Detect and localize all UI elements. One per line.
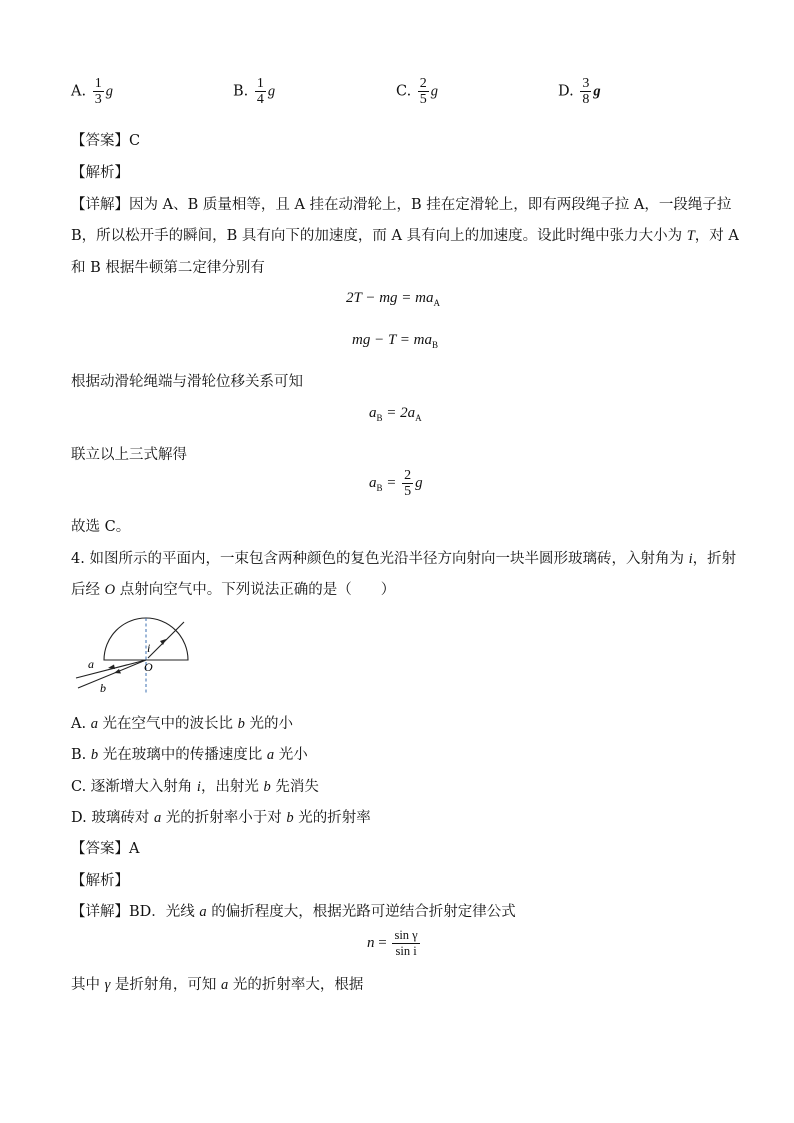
text: 光小 — [274, 747, 308, 763]
text: 光的折射率小于对 — [161, 810, 287, 826]
text: 后经 — [71, 582, 105, 598]
variable-t: T — [686, 228, 695, 244]
text: B，所以松开手的瞬间，B 具有向下的加速度，而 A 具有向上的加速度。设此时绳中张力大小为 — [71, 228, 687, 244]
variable-g: g — [415, 474, 423, 491]
variable: a — [221, 977, 229, 993]
equation-text: = — [374, 934, 391, 951]
fraction — [255, 76, 266, 107]
equation-text: a — [369, 405, 377, 421]
variable: i — [196, 779, 201, 795]
text: 光的折射率大，根据 — [228, 977, 364, 993]
text: 4. 如图所示的平面内，一束包含两种颜色的复色光沿半径方向射向一块半圆形玻璃砖，入射角为 — [71, 551, 689, 567]
option-label: B. — [233, 83, 249, 100]
q3-option-d — [558, 76, 601, 107]
fraction — [418, 76, 429, 107]
equation-text: 2T − mg = ma — [346, 290, 434, 306]
q4-option-d — [71, 806, 371, 827]
equation-2 — [352, 332, 438, 349]
numerator: 2 — [404, 468, 412, 483]
numerator: sin γ — [394, 928, 418, 942]
text: ，出射光 — [200, 779, 264, 795]
text: 【详解】BD．光线 — [71, 904, 200, 920]
subscript: A — [433, 298, 440, 308]
text: 其中 — [71, 977, 105, 993]
variable-g: g — [593, 83, 601, 100]
text: 光的折射率 — [293, 810, 371, 826]
numerator: 3 — [582, 76, 590, 91]
q4-detail-line-1 — [71, 900, 516, 921]
label-o: O — [144, 660, 153, 674]
q4-option-a — [71, 712, 293, 733]
subscript: B — [376, 482, 383, 493]
arrow-icon — [160, 639, 166, 645]
variable: a — [199, 904, 207, 920]
text: 光在空气中的波长比 — [97, 716, 238, 732]
variable-o: O — [104, 582, 116, 598]
variable: b — [286, 810, 294, 826]
denominator: 3 — [94, 92, 102, 107]
equation-text: = 2a — [382, 405, 416, 421]
numerator: 1 — [256, 76, 264, 91]
incident-ray — [148, 622, 184, 658]
denominator: 8 — [582, 92, 590, 107]
ray-a — [76, 660, 146, 678]
text: 点射向空气中。下列说法正确的是（ ） — [115, 582, 396, 598]
text: 光在玻璃中的传播速度比 — [98, 747, 267, 763]
text: 光的小 — [244, 716, 294, 732]
text: 先消失 — [270, 779, 319, 795]
fraction — [93, 76, 104, 107]
arrow-icon — [114, 669, 121, 674]
q3-conclusion: 故选 C。 — [71, 519, 131, 535]
denominator: 5 — [419, 92, 427, 107]
q4-option-c — [71, 775, 319, 796]
q4-analysis-heading: 【解析】 — [71, 873, 129, 889]
variable-i: i — [688, 551, 693, 567]
variable: b — [90, 747, 99, 763]
denominator: sin i — [395, 944, 417, 958]
text: 的偏折程度大，根据光路可逆结合折射定律公式 — [206, 904, 516, 920]
variable-n: n — [367, 934, 375, 951]
equation-text: mg − T = ma — [352, 332, 432, 348]
text: ，对 A — [694, 228, 739, 244]
variable-g: g — [267, 83, 276, 100]
text: B. — [71, 747, 91, 763]
option-label: C. — [396, 83, 412, 100]
variable: b — [263, 779, 271, 795]
refraction-formula — [367, 928, 422, 959]
q4-option-b — [71, 743, 308, 764]
fraction — [580, 76, 591, 107]
equation-3 — [369, 405, 422, 422]
subscript: B — [376, 413, 383, 423]
q3-text-4: 根据动滑轮绳端与滑轮位移关系可知 — [71, 374, 303, 390]
variable-g: g — [105, 83, 113, 100]
text: A. — [71, 716, 91, 732]
variable-gamma: γ — [104, 977, 111, 993]
denominator: 4 — [256, 92, 264, 107]
equation-4 — [369, 468, 423, 499]
variable: a — [266, 747, 275, 763]
text: ，折射 — [692, 551, 737, 567]
q3-detail-line-2 — [71, 224, 739, 245]
q3-detail-line-1: 【详解】因为 A、B 质量相等，且 A 挂在动滑轮上，B 挂在定滑轮上，即有两段绳子拉 A，一段绳子拉 — [71, 197, 732, 213]
numerator: 2 — [419, 76, 427, 91]
subscript: B — [431, 340, 438, 350]
equation-1 — [346, 290, 440, 307]
q3-text-5: 联立以上三式解得 — [71, 447, 187, 463]
text: D. 玻璃砖对 — [71, 810, 154, 826]
variable: a — [90, 716, 98, 732]
variable: b — [237, 716, 245, 732]
text: C. 逐渐增大入射角 — [71, 779, 197, 795]
q3-analysis-heading: 【解析】 — [71, 165, 129, 181]
q3-option-c — [396, 76, 438, 107]
option-label: A. — [71, 83, 87, 100]
q4-stem-line-1 — [71, 547, 736, 568]
semicircle-glass-figure — [70, 612, 200, 700]
arrow-icon — [108, 665, 115, 670]
fraction — [402, 468, 413, 499]
denominator: 5 — [404, 484, 412, 499]
q4-detail-line-2 — [71, 973, 363, 994]
label-i: i — [147, 641, 151, 655]
q3-option-a — [71, 76, 113, 107]
fraction — [392, 928, 419, 959]
text: 是折射角，可知 — [110, 977, 222, 993]
equation-text: = — [382, 474, 401, 491]
equation-text: a — [369, 474, 377, 491]
numerator: 1 — [94, 76, 102, 91]
q3-option-b — [233, 76, 275, 107]
q3-answer: 【答案】C — [71, 133, 141, 149]
subscript: A — [415, 413, 422, 423]
q4-answer: 【答案】A — [71, 841, 140, 857]
q3-detail-line-3: 和 B 根据牛顿第二定律分别有 — [71, 260, 265, 276]
variable: a — [153, 810, 162, 826]
label-b: b — [100, 681, 106, 695]
label-a: a — [88, 657, 94, 671]
option-label: D. — [558, 83, 574, 100]
q4-stem-line-2 — [71, 578, 395, 599]
variable-g: g — [430, 83, 439, 100]
